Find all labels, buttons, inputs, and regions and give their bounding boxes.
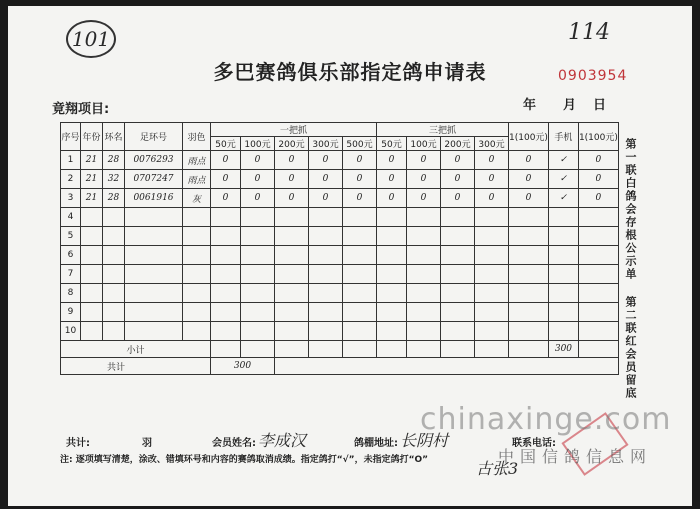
row-band-number[interactable] [125, 265, 183, 284]
row-band-number[interactable]: 0076293 [125, 151, 183, 170]
row-entry-cell[interactable]: 0 [407, 170, 441, 189]
row-entry-cell[interactable] [275, 303, 309, 322]
row-feather-color[interactable] [183, 322, 211, 341]
row-entry-cell[interactable]: ✓ [548, 170, 578, 189]
date-year-label: 年 [523, 98, 537, 113]
serial-number: 0903954 [558, 68, 628, 84]
row-ring-name[interactable]: 28 [103, 189, 125, 208]
row-entry-cell[interactable] [548, 303, 578, 322]
row-entry-cell[interactable] [211, 265, 241, 284]
member-name-label: 会员姓名: [212, 438, 256, 449]
row-entry-cell[interactable] [509, 303, 549, 322]
row-entry-cell[interactable] [509, 322, 549, 341]
event-label: 竟翔项目: [52, 102, 110, 117]
row-band-number[interactable] [125, 227, 183, 246]
row-feather-color[interactable]: 雨点 [183, 151, 211, 170]
row-entry-cell[interactable] [275, 246, 309, 265]
table-row [61, 208, 619, 227]
row-entry-cell[interactable] [377, 284, 407, 303]
row-ring-name[interactable] [103, 303, 125, 322]
row-entry-cell[interactable]: 0 [343, 151, 377, 170]
row-entry-cell[interactable] [211, 322, 241, 341]
row-number[interactable]: 7 [61, 265, 81, 284]
row-entry-cell[interactable] [475, 265, 509, 284]
row-entry-cell[interactable]: ✓ [548, 151, 578, 170]
row-number[interactable]: 10 [61, 322, 81, 341]
header-three-amount: 50元 [377, 137, 407, 151]
row-entry-cell[interactable] [441, 265, 475, 284]
row-entry-cell[interactable] [309, 284, 343, 303]
total-value: 300 [211, 358, 275, 375]
row-entry-cell[interactable] [343, 284, 377, 303]
row-entry-cell[interactable] [407, 246, 441, 265]
row-year[interactable] [81, 246, 103, 265]
header-three-amount: 300元 [475, 137, 509, 151]
row-ring-name[interactable] [103, 265, 125, 284]
table-row [61, 189, 619, 208]
row-entry-cell[interactable] [475, 246, 509, 265]
row-entry-cell[interactable] [475, 208, 509, 227]
row-entry-cell[interactable] [309, 303, 343, 322]
row-entry-cell[interactable] [509, 208, 549, 227]
row-entry-cell[interactable] [441, 208, 475, 227]
row-band-number[interactable] [125, 284, 183, 303]
table-row [61, 303, 619, 322]
row-feather-color[interactable]: 雨点 [183, 170, 211, 189]
top-right-number: 114 [568, 20, 610, 45]
row-entry-cell[interactable]: 0 [343, 170, 377, 189]
table-row [61, 227, 619, 246]
row-number[interactable]: 2 [61, 170, 81, 189]
row-entry-cell[interactable]: 0 [211, 170, 241, 189]
subtotal-value: 300 [548, 341, 578, 358]
row-entry-cell[interactable] [275, 227, 309, 246]
row-entry-cell[interactable] [475, 227, 509, 246]
row-entry-cell[interactable]: 0 [509, 170, 549, 189]
row-entry-cell[interactable]: 0 [275, 151, 309, 170]
table-row [61, 151, 619, 170]
row-feather-color[interactable] [183, 303, 211, 322]
row-entry-cell[interactable] [548, 322, 578, 341]
row-entry-cell[interactable]: 0 [578, 151, 618, 170]
row-entry-cell[interactable] [211, 303, 241, 322]
row-entry-cell[interactable] [578, 284, 618, 303]
row-entry-cell[interactable] [441, 322, 475, 341]
row-entry-cell[interactable]: 0 [377, 170, 407, 189]
row-entry-cell[interactable] [211, 284, 241, 303]
row-ring-name[interactable] [103, 322, 125, 341]
table-row [61, 322, 619, 341]
row-feather-color[interactable]: 灰 [183, 189, 211, 208]
row-entry-cell[interactable]: 0 [377, 189, 407, 208]
row-number[interactable]: 8 [61, 284, 81, 303]
row-ring-name[interactable] [103, 284, 125, 303]
watermark-sub: 中国信鸽信息网 [498, 447, 653, 466]
row-entry-cell[interactable]: 0 [275, 170, 309, 189]
row-entry-cell[interactable]: 0 [407, 151, 441, 170]
row-entry-cell[interactable] [241, 303, 275, 322]
row-year[interactable] [81, 322, 103, 341]
row-entry-cell[interactable] [377, 322, 407, 341]
row-feather-color[interactable] [183, 208, 211, 227]
row-year[interactable]: 21 [81, 189, 103, 208]
row-entry-cell[interactable]: 0 [475, 151, 509, 170]
row-entry-cell[interactable] [509, 265, 549, 284]
header-three-amount: 200元 [441, 137, 475, 151]
row-entry-cell[interactable] [211, 208, 241, 227]
row-year[interactable] [81, 284, 103, 303]
row-entry-cell[interactable]: 0 [578, 189, 618, 208]
row-entry-cell[interactable] [548, 284, 578, 303]
row-entry-cell[interactable]: 0 [509, 151, 549, 170]
row-band-number[interactable] [125, 208, 183, 227]
row-entry-cell[interactable]: 0 [241, 189, 275, 208]
row-entry-cell[interactable] [377, 246, 407, 265]
header-three-amount: 100元 [407, 137, 441, 151]
row-entry-cell[interactable] [578, 227, 618, 246]
row-entry-cell[interactable] [241, 208, 275, 227]
row-entry-cell[interactable] [475, 303, 509, 322]
table-row [61, 284, 619, 303]
row-entry-cell[interactable] [343, 246, 377, 265]
row-feather-color[interactable] [183, 246, 211, 265]
header-year: 年份 [81, 123, 103, 151]
row-ring-name[interactable] [103, 227, 125, 246]
row-feather-color[interactable] [183, 265, 211, 284]
row-entry-cell[interactable] [211, 246, 241, 265]
row-entry-cell[interactable] [241, 227, 275, 246]
row-entry-cell[interactable]: 0 [211, 151, 241, 170]
row-entry-cell[interactable]: 0 [509, 189, 549, 208]
row-number[interactable]: 1 [61, 151, 81, 170]
row-year[interactable] [81, 227, 103, 246]
row-band-number[interactable] [125, 303, 183, 322]
date-day-label: 日 [593, 98, 607, 113]
row-entry-cell[interactable] [377, 303, 407, 322]
row-entry-cell[interactable] [377, 265, 407, 284]
row-entry-cell[interactable] [475, 322, 509, 341]
row-entry-cell[interactable] [578, 322, 618, 341]
footer-note: 注: 逐项填写清楚，涂改、错填环号和内容的赛鸽取消成绩。指定鸽打“√”，未指定鸽打“O” [60, 455, 429, 465]
loft-address-label: 鸽棚地址: [354, 438, 398, 449]
footer-feather-label: 羽 [142, 438, 152, 449]
row-entry-cell[interactable] [407, 265, 441, 284]
loft-address-value: 长阴村 [400, 431, 449, 450]
side-note-first: 第一联白鸽会存根公示单 [624, 138, 637, 281]
table-row [61, 246, 619, 265]
row-feather-color[interactable] [183, 227, 211, 246]
row-ring-name[interactable] [103, 208, 125, 227]
row-entry-cell[interactable] [275, 265, 309, 284]
header-one-amount: 50元 [211, 137, 241, 151]
row-entry-cell[interactable] [309, 322, 343, 341]
row-entry-cell[interactable]: 0 [475, 189, 509, 208]
row-entry-cell[interactable] [377, 208, 407, 227]
row-entry-cell[interactable]: ✓ [548, 189, 578, 208]
row-number[interactable]: 3 [61, 189, 81, 208]
row-band-number[interactable] [125, 322, 183, 341]
row-entry-cell[interactable]: 0 [441, 170, 475, 189]
row-entry-cell[interactable] [343, 227, 377, 246]
row-ring-name[interactable]: 32 [103, 170, 125, 189]
header-group-one: 一把抓 [211, 123, 377, 137]
row-entry-cell[interactable] [309, 208, 343, 227]
row-entry-cell[interactable] [509, 284, 549, 303]
row-entry-cell[interactable] [441, 303, 475, 322]
row-entry-cell[interactable]: 0 [241, 170, 275, 189]
row-entry-cell[interactable] [407, 303, 441, 322]
row-entry-cell[interactable] [241, 322, 275, 341]
row-entry-cell[interactable] [441, 246, 475, 265]
row-entry-cell[interactable] [309, 227, 343, 246]
watermark-text: chinaxinge.com [420, 402, 672, 437]
row-ring-name[interactable]: 28 [103, 151, 125, 170]
subtotal-label: 小计 [61, 341, 211, 358]
row-entry-cell[interactable] [441, 227, 475, 246]
row-entry-cell[interactable]: 0 [441, 151, 475, 170]
header-extra-1: 1(100元) [509, 123, 549, 151]
header-one-amount: 100元 [241, 137, 275, 151]
row-entry-cell[interactable] [241, 246, 275, 265]
row-entry-cell[interactable]: 0 [309, 170, 343, 189]
row-entry-cell[interactable] [343, 322, 377, 341]
row-number[interactable]: 4 [61, 208, 81, 227]
row-entry-cell[interactable] [343, 208, 377, 227]
row-year[interactable]: 21 [81, 170, 103, 189]
header-ring-name: 环名 [103, 123, 125, 151]
form-title: 多巴赛鸽俱乐部指定鸽申请表 [213, 60, 487, 84]
row-entry-cell[interactable]: 0 [309, 151, 343, 170]
row-entry-cell[interactable] [548, 208, 578, 227]
row-entry-cell[interactable] [309, 265, 343, 284]
row-entry-cell[interactable] [441, 284, 475, 303]
row-entry-cell[interactable] [241, 284, 275, 303]
row-entry-cell[interactable] [377, 227, 407, 246]
row-entry-cell[interactable] [343, 265, 377, 284]
row-entry-cell[interactable] [407, 284, 441, 303]
row-entry-cell[interactable]: 0 [343, 189, 377, 208]
header-one-amount: 300元 [309, 137, 343, 151]
row-entry-cell[interactable]: 0 [241, 151, 275, 170]
row-entry-cell[interactable] [343, 303, 377, 322]
row-entry-cell[interactable]: 0 [475, 170, 509, 189]
header-phone: 手机 [548, 123, 578, 151]
row-entry-cell[interactable]: 0 [578, 170, 618, 189]
total-label: 共计 [61, 358, 211, 375]
row-entry-cell[interactable] [578, 246, 618, 265]
row-year[interactable] [81, 208, 103, 227]
header-group-three: 三把抓 [377, 123, 509, 137]
header-seq: 序号 [61, 123, 81, 151]
row-entry-cell[interactable]: 0 [441, 189, 475, 208]
side-note-second: 第二联红会员留底 [624, 296, 637, 400]
row-number[interactable]: 6 [61, 246, 81, 265]
row-band-number[interactable]: 0061916 [125, 189, 183, 208]
row-entry-cell[interactable] [475, 284, 509, 303]
header-band-number: 足环号 [125, 123, 183, 151]
circled-number: 101 [66, 20, 116, 58]
header-extra-2: 1(100元) [578, 123, 618, 151]
row-entry-cell[interactable] [407, 322, 441, 341]
row-entry-cell[interactable]: 0 [377, 151, 407, 170]
row-entry-cell[interactable]: 0 [275, 189, 309, 208]
row-entry-cell[interactable] [548, 246, 578, 265]
header-one-amount: 500元 [343, 137, 377, 151]
header-one-amount: 200元 [275, 137, 309, 151]
row-entry-cell[interactable] [309, 246, 343, 265]
member-name-value: 李成汉 [258, 431, 307, 450]
row-band-number[interactable]: 0707247 [125, 170, 183, 189]
row-entry-cell[interactable] [578, 265, 618, 284]
row-entry-cell[interactable]: 0 [211, 189, 241, 208]
row-entry-cell[interactable] [275, 284, 309, 303]
header-feather-color: 羽色 [183, 123, 211, 151]
signature-scribble: 古张3 [476, 459, 519, 478]
table-row [61, 265, 619, 284]
row-entry-cell[interactable] [548, 227, 578, 246]
row-number[interactable]: 9 [61, 303, 81, 322]
row-entry-cell[interactable]: 0 [407, 189, 441, 208]
row-entry-cell[interactable] [407, 208, 441, 227]
row-entry-cell[interactable] [578, 303, 618, 322]
row-year[interactable] [81, 303, 103, 322]
row-entry-cell[interactable] [548, 265, 578, 284]
row-entry-cell[interactable] [241, 265, 275, 284]
footer-total-label: 共计: [66, 438, 90, 449]
row-entry-cell[interactable]: 0 [309, 189, 343, 208]
row-entry-cell[interactable] [407, 227, 441, 246]
row-band-number[interactable] [125, 246, 183, 265]
row-entry-cell[interactable] [211, 227, 241, 246]
application-table [60, 122, 619, 375]
row-entry-cell[interactable] [578, 208, 618, 227]
row-entry-cell[interactable] [275, 322, 309, 341]
row-year[interactable]: 21 [81, 151, 103, 170]
row-feather-color[interactable] [183, 284, 211, 303]
row-year[interactable] [81, 265, 103, 284]
date-month-label: 月 [563, 98, 577, 113]
row-entry-cell[interactable] [509, 227, 549, 246]
row-ring-name[interactable] [103, 246, 125, 265]
row-entry-cell[interactable] [509, 246, 549, 265]
row-entry-cell[interactable] [275, 208, 309, 227]
row-number[interactable]: 5 [61, 227, 81, 246]
contact-phone-label: 联系电话: [512, 438, 556, 449]
table-row [61, 170, 619, 189]
